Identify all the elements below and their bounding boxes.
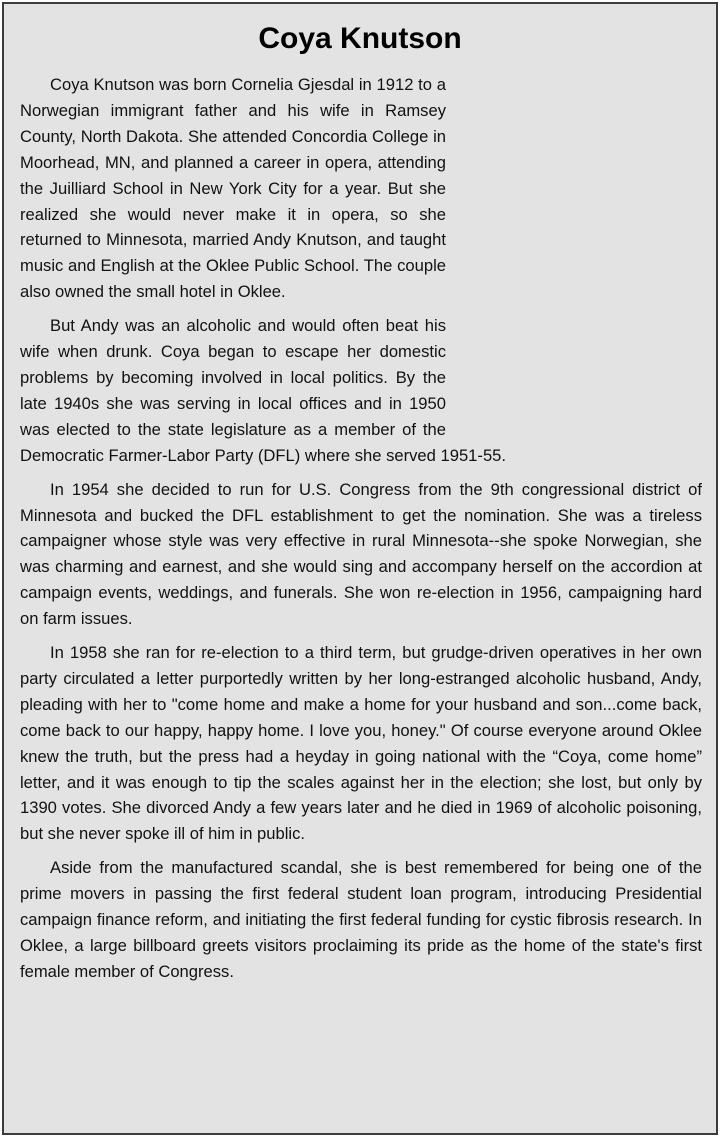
article-title: Coya Knutson xyxy=(258,22,462,55)
paragraph-1: Coya Knutson was born Cornelia Gjesdal in 1912 to a Norwegian immigrant father and his wife in Ramsey County, North Dakota. She attended Concordia College in Moorhead, MN, and planned a career in opera, attending the Juilliard School in New York City for a year. But she realized she would never make it in opera, so she returned to Minnesota, married Andy Knutson, and taught music and English at the Oklee Public School. The couple also owned the small hotel in Oklee. xyxy=(20,75,446,302)
paragraph-2: But Andy was an alcoholic and would often beat his wife when drunk. Coya began to escape her domestic problems by becoming involved in local politics. By the late 1940s she was serving in local offices and in 1950 was elected to the state legislature as a member of the Democratic Farmer-Labor Party (DFL) where she served 1951-55. xyxy=(20,316,507,465)
paragraph-3: In 1954 she decided to run for U.S. Congress from the 9th congressional district of Minnesota and bucked the DFL establishment to get the nomination. She was a tireless campaigner whose style was very effective in rural Minnesota--she spoke Norwegian, she was charming and earnest, and she would sing and accompany herself on the accordion at campaign events, weddings, and funerals. She won re-election in 1956, campaigning hard on farm issues. xyxy=(20,479,702,629)
image-placeholder-area xyxy=(446,72,702,424)
article-panel xyxy=(2,2,718,1135)
paragraph-5: Aside from the manufactured scandal, she is best remembered for being one of the prime movers in passing the first federal student loan program, introducing Presidential campaign finance reform, and initiating the first federal funding for cystic fibrosis research. In Oklee, a large billboard greets visitors proclaiming its pride as the home of the state's first female member of Congress. xyxy=(20,858,702,981)
article-body xyxy=(4,58,716,985)
paragraph-4: In 1958 she ran for re-election to a third term, but grudge-driven operatives in her own party circulated a letter purportedly written by her long-estranged alcoholic husband, Andy, pleading with her to "come home and make a home for your husband and son...come back, come back to our happy, happy home. I love you, honey." Of course everyone around Oklee knew the truth, but the press had a heyday in going national with the “Coya, come home” letter, and it was enough to tip the scales against her in the election; she lost, but only by 1390 votes. She divorced Andy a few years later and he died in 1969 of alcoholic poisoning, but she never spoke ill of him in public. xyxy=(20,643,702,844)
